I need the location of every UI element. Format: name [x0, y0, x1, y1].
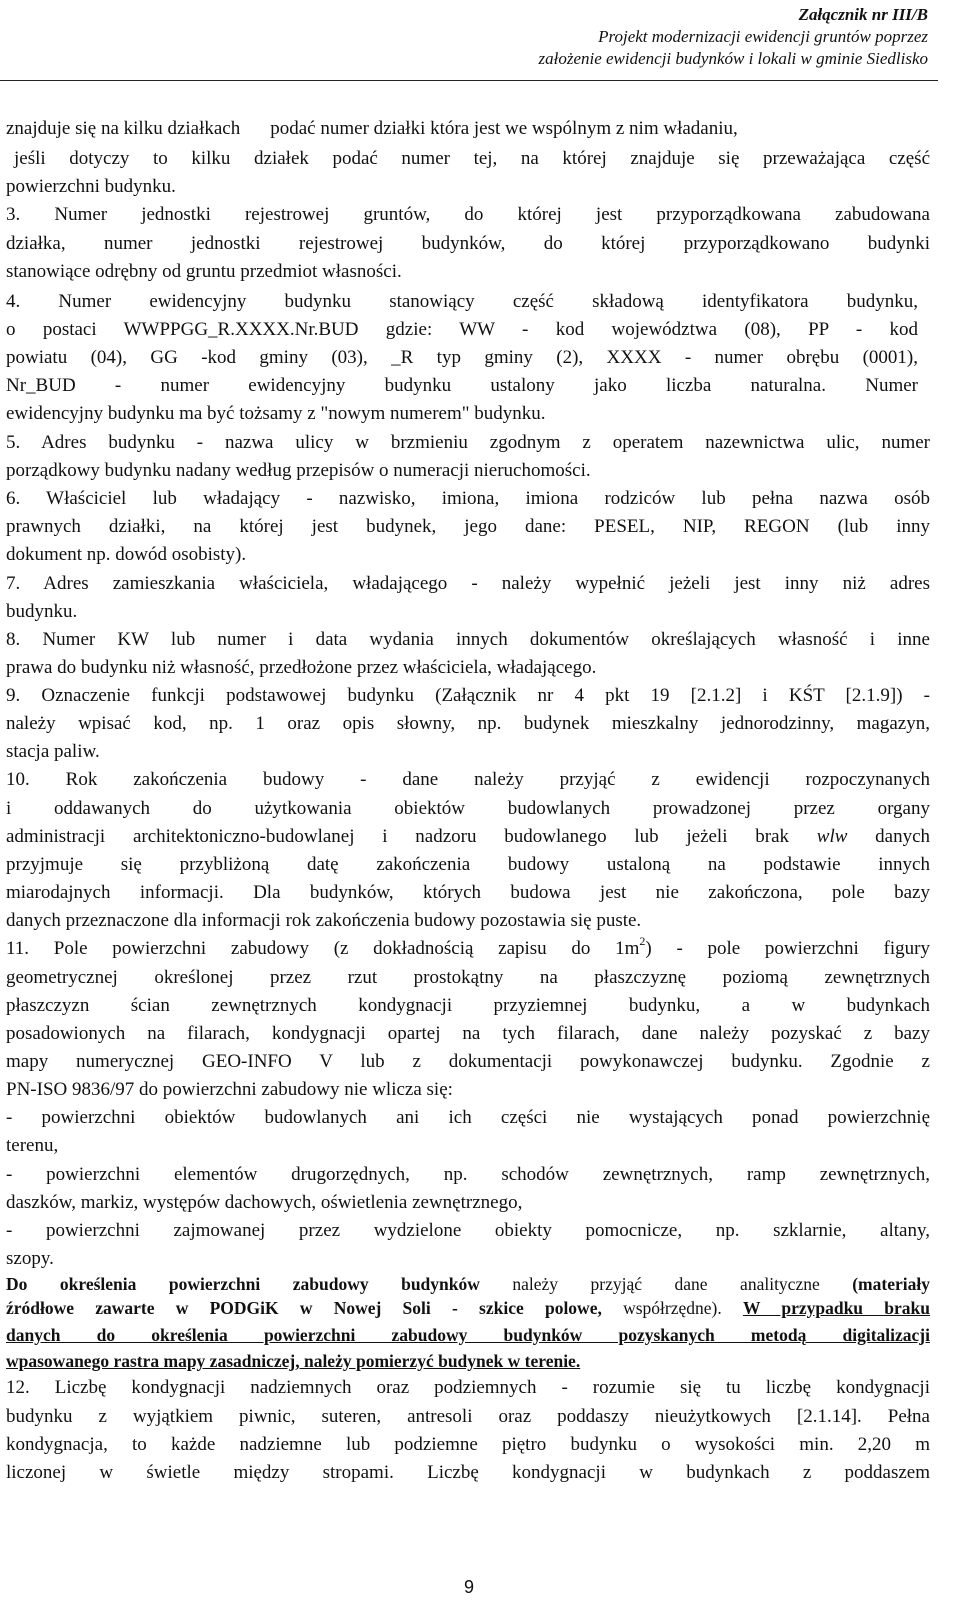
text-line: 11. Pole powierzchni zabudowy (z dokładnością zapisu do $1m^2$) - pole powierzchni figury — [6, 933, 930, 959]
text-line: przyjmuje się przybliżoną datę zakończenia budowy ustaloną na podstawie innych — [6, 854, 930, 875]
text-line: budynku. — [6, 601, 78, 622]
header-rule — [0, 80, 938, 81]
text-line: dokument np. dowód osobisty). — [6, 544, 247, 565]
text-line: - powierzchni elementów drugorzędnych, np. schodów zewnętrznych, ramp zewnętrznych, — [6, 1164, 930, 1185]
text-line: szopy. — [6, 1248, 54, 1269]
text-line: budynku z wyjątkiem piwnic, suteren, antresoli oraz poddaszy nieużytkowych [2.1.14]. Pełna — [6, 1406, 930, 1427]
text-line: geometrycznej określonej przez rzut prostokątny na płaszczyznę poziomą zewnętrznych — [6, 967, 930, 988]
text-line: prawnych działki, na której jest budynek, jego dane: PESEL, NIP, REGON (lub inny — [6, 516, 930, 537]
text-line: miarodajnych informacji. Dla budynków, których budowa jest nie zakończona, pole bazy — [6, 882, 930, 903]
text-line: Nr_BUD - numer ewidencyjny budynku ustalony jako liczba naturalna. Numer — [6, 375, 918, 396]
text-line: 3. Numer jednostki rejestrowej gruntów, do której jest przyporządkowana zabudowana — [6, 204, 930, 225]
text-line: 8. Numer KW lub numer i data wydania innych dokumentów określających własność i inne — [6, 629, 930, 650]
text-line: posadowionych na filarach, kondygnacji opartej na tych filarach, dane należy pozyskać z bazy — [6, 1023, 930, 1044]
attachment-label: Załącznik nr III/B — [798, 5, 928, 24]
text-line: danych do określenia powierzchni zabudowy budynków pozyskanych metodą digitalizacji — [6, 1325, 930, 1345]
header-title-line2: założenie ewidencji budynków i lokali w gminie Siedlisko — [538, 49, 928, 68]
text-line: 5. Adres budynku - nazwa ulicy w brzmieniu zgodnym z operatem nazewnictwa ulic, numer — [6, 432, 930, 453]
text-line: danych przeznaczone dla informacji rok zakończenia budowy pozostawia się puste. — [6, 910, 642, 931]
text-line: 4. Numer ewidencyjny budynku stanowiący część składową identyfikatora budynku, — [6, 291, 918, 312]
text-line: administracji architektoniczno-budowlanej i nadzoru budowlanego lub jeżeli brak wlw danych — [6, 826, 931, 847]
text-line: daszków, markiz, występów dachowych, oświetlenia zewnętrznego, — [6, 1192, 523, 1213]
text-line: powiatu (04), GG -kod gminy (03), _R typ gminy (2), XXXX - numer obrębu (0001), — [6, 347, 918, 368]
text-line: znajduje się na kilku działkach podać numer działki która jest we wspólnym z nim władaniu, — [6, 118, 738, 139]
text-line: stanowiące odrębny od gruntu przedmiot własności. — [6, 261, 402, 282]
text-line: 9. Oznaczenie funkcji podstawowej budynku (Załącznik nr 4 pkt 19 [2.1.2] i KŚT [2.1.9]) - — [6, 685, 930, 706]
text-line: i oddawanych do użytkowania obiektów budowlanych prowadzonej przez organy — [6, 798, 930, 819]
text-line: 6. Właściciel lub władający - nazwisko, imiona, imiona rodziców lub pełna nazwa osób — [6, 488, 930, 509]
text-line: kondygnacja, to każde nadziemne lub podziemne piętro budynku o wysokości min. 2,20 m — [6, 1434, 930, 1455]
text-line: 12. Liczbę kondygnacji nadziemnych oraz podziemnych - rozumie się tu liczbę kondygnacji — [6, 1377, 930, 1398]
text-line: płaszczyzn ścian zewnętrznych kondygnacji przyziemnej budynku, a w budynkach — [6, 995, 930, 1016]
text-line: stacja paliw. — [6, 741, 100, 762]
text-line: - powierzchni zajmowanej przez wydzielone obiekty pomocnicze, np. szklarnie, altany, — [6, 1220, 930, 1241]
text-line: działka, numer jednostki rejestrowej budynków, do której przyporządkowano budynki — [6, 233, 930, 254]
text-line: o postaci WWPPGG_R.XXXX.Nr.BUD gdzie: WW - kod województwa (08), PP - kod — [6, 319, 918, 340]
text-line: PN-ISO 9836/97 do powierzchni zabudowy nie wlicza się: — [6, 1079, 453, 1100]
text-line: Do określenia powierzchni zabudowy budynków należy przyjąć dane analityczne (materiały — [6, 1274, 930, 1294]
text-line: liczonej w świetle między stropami. Liczbę kondygnacji w budynkach z poddaszem — [6, 1462, 930, 1483]
text-line: wpasowanego rastra mapy zasadniczej, należy pomierzyć budynek w terenie. — [6, 1351, 581, 1371]
text-line: 7. Adres zamieszkania właściciela, władającego - należy wypełnić jeżeli jest inny niż adres — [6, 573, 930, 594]
text-line: ewidencyjny budynku ma być tożsamy z "nowym numerem" budynku. — [6, 403, 546, 424]
text-line: 10. Rok zakończenia budowy - dane należy przyjąć z ewidencji rozpoczynanych — [6, 769, 930, 790]
text-line: mapy numerycznej GEO-INFO V lub z dokumentacji powykonawczej budynku. Zgodnie z — [6, 1051, 930, 1072]
text-line: jeśli dotyczy to kilku działek podać numer tej, na której znajduje się przeważająca część — [14, 148, 930, 169]
text-line: - powierzchni obiektów budowlanych ani ich części nie wystających ponad powierzchnię — [6, 1107, 930, 1128]
text-line: terenu, — [6, 1135, 59, 1156]
page-number: 9 — [463, 1577, 474, 1597]
text-line: porządkowy budynku nadany według przepisów o numeracji nieruchomości. — [6, 460, 591, 481]
text-line: prawa do budynku niż własność, przedłożone przez właściciela, władającego. — [6, 657, 597, 678]
text-line: powierzchni budynku. — [6, 176, 176, 197]
header-title-line1: Projekt modernizacji ewidencji gruntów poprzez — [598, 27, 928, 46]
text-line: należy wpisać kod, np. 1 oraz opis słowny, np. budynek mieszkalny jednorodzinny, magazyn, — [6, 713, 930, 734]
text-line: źródłowe zawarte w PODGiK w Nowej Soli - szkice polowe, współrzędne). W przypadku braku — [6, 1298, 930, 1318]
